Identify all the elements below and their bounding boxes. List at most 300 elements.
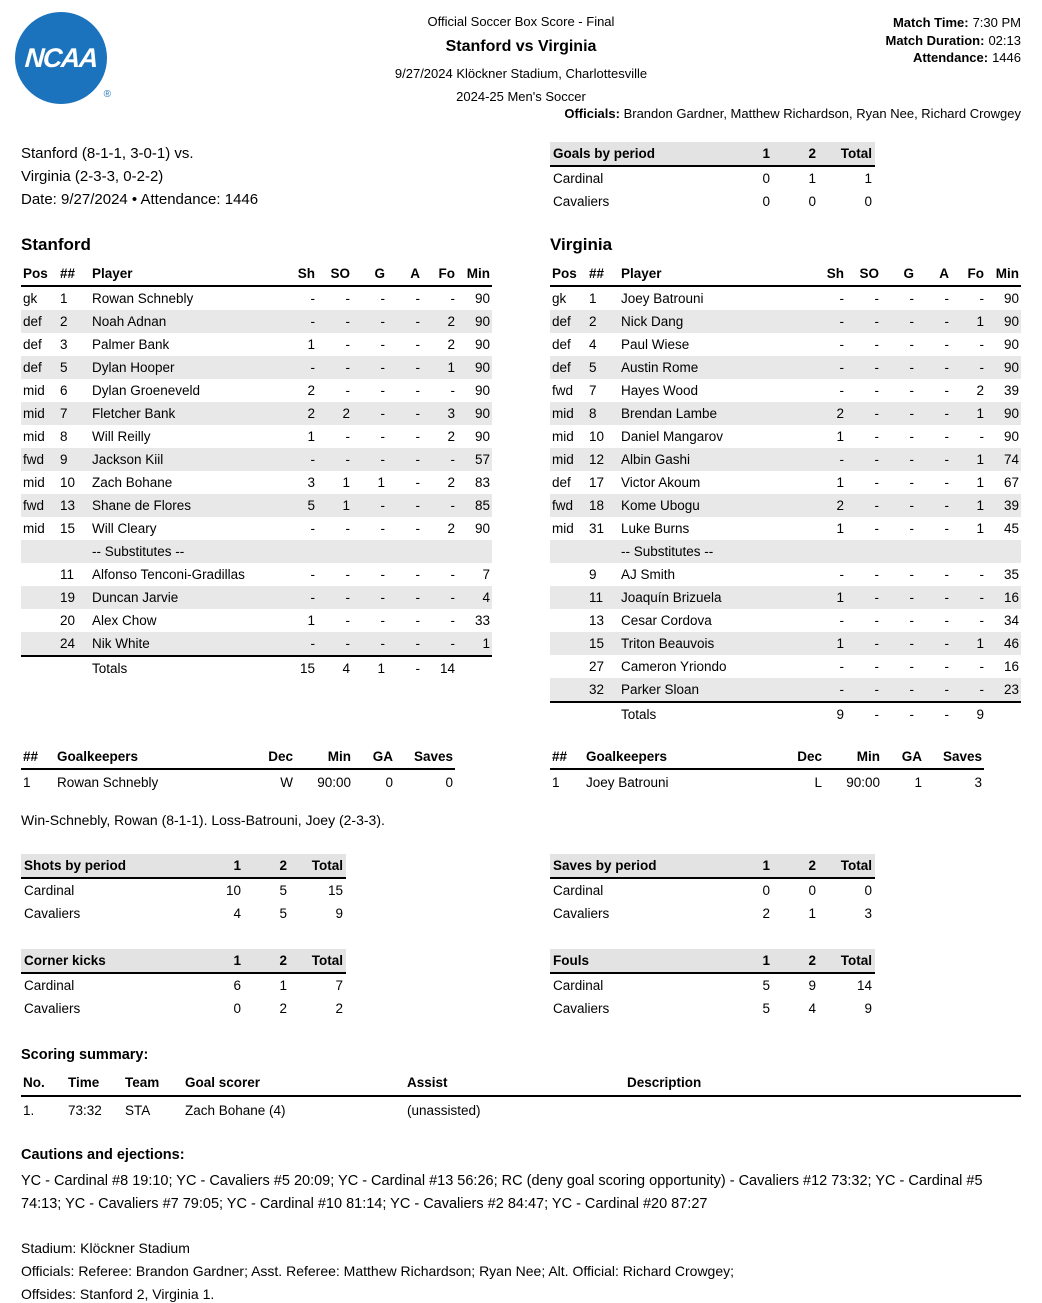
season-line: 2024-25 Men's Soccer xyxy=(456,89,586,104)
number-cell: 32 xyxy=(589,682,605,697)
description-cell xyxy=(625,1096,1021,1124)
table-row xyxy=(21,878,346,902)
minutes-cell: 34 xyxy=(1003,613,1019,628)
period-2-cell: 0 xyxy=(808,883,816,898)
header-center xyxy=(21,14,1021,104)
minutes-cell: 90 xyxy=(1003,406,1019,421)
goal-scorer-header: Goal scorer xyxy=(183,1070,405,1096)
pos-cell: mid xyxy=(23,406,45,421)
number-cell: 5 xyxy=(589,360,597,375)
assists-cell: - xyxy=(944,613,949,628)
goals-cell: - xyxy=(909,337,914,352)
table-title: Corner kicks xyxy=(21,949,200,973)
fouls-cell: - xyxy=(450,498,455,513)
assists-cell: - xyxy=(944,429,949,444)
assists-cell: - xyxy=(944,659,949,674)
fouls-cell: 2 xyxy=(447,475,455,490)
player-name-cell: Dylan Hooper xyxy=(92,360,175,375)
goals-cell xyxy=(881,540,916,563)
period-1-cell: 2 xyxy=(762,906,770,921)
table-row xyxy=(550,973,875,997)
player-row xyxy=(550,655,1021,678)
goals-cell: - xyxy=(380,429,385,444)
goals-cell: - xyxy=(380,636,385,651)
player-name-cell: Brendan Lambe xyxy=(621,406,718,421)
minutes-cell: 90 xyxy=(474,314,490,329)
minutes-cell: 45 xyxy=(1003,521,1019,536)
fouls-cell: 1 xyxy=(976,636,984,651)
fouls-cell: 3 xyxy=(447,406,455,421)
pos-cell xyxy=(21,632,58,656)
fouls-header: Fo xyxy=(951,262,986,286)
assists-cell: - xyxy=(415,498,420,513)
table-header-row xyxy=(550,142,875,166)
assists-cell: - xyxy=(415,452,420,467)
table-header-row xyxy=(21,262,492,286)
assists-cell: - xyxy=(415,475,420,490)
minutes-cell: 90:00 xyxy=(317,775,351,790)
player-row xyxy=(21,471,492,494)
number-cell: 3 xyxy=(60,337,68,352)
player-row xyxy=(21,494,492,517)
shots-on-goal-cell: - xyxy=(345,383,350,398)
period-1-header: 1 xyxy=(200,949,244,973)
minutes-header: Min xyxy=(986,262,1021,286)
minutes-header: Min xyxy=(457,262,492,286)
shots-cell: 9 xyxy=(811,702,846,726)
pos-cell: mid xyxy=(552,452,574,467)
minutes-cell: 4 xyxy=(482,590,490,605)
fouls-cell: 2 xyxy=(447,521,455,536)
minutes-cell: 39 xyxy=(1003,498,1019,513)
number-cell: 15 xyxy=(60,521,76,536)
player-row xyxy=(550,632,1021,655)
stanford-goalkeepers-table xyxy=(21,745,455,795)
number-cell: 20 xyxy=(60,613,76,628)
team-cell: Cardinal xyxy=(553,883,604,898)
scoring-summary-title: Scoring summary: xyxy=(21,1047,149,1063)
minutes-cell: 74 xyxy=(1003,452,1019,467)
number-cell: 1 xyxy=(552,775,560,790)
shots-cell: - xyxy=(839,337,844,352)
total-cell: 0 xyxy=(864,883,872,898)
officials-names: Brandon Gardner, Matthew Richardson, Ryan Nee, Richard Crowgey xyxy=(623,106,1021,121)
player-row xyxy=(550,356,1021,379)
shots-on-goal-cell: - xyxy=(345,360,350,375)
shots-cell: - xyxy=(310,590,315,605)
player-header: Player xyxy=(90,262,282,286)
period-2-header: 2 xyxy=(244,949,290,973)
pos-header: Pos xyxy=(550,262,587,286)
pos-cell: def xyxy=(552,475,571,490)
match-info-block xyxy=(21,142,492,235)
fouls-cell xyxy=(951,540,986,563)
number-cell: 5 xyxy=(60,360,68,375)
scoring-summary-section xyxy=(21,1047,1021,1124)
pos-header: Pos xyxy=(21,262,58,286)
total-header: Total xyxy=(819,142,875,166)
minutes-cell: 23 xyxy=(1003,682,1019,697)
total-cell: 7 xyxy=(335,978,343,993)
total-cell: 1 xyxy=(864,171,872,186)
corner-kicks-table xyxy=(21,949,346,1020)
player-name-cell: Alfonso Tenconi-Gradillas xyxy=(92,567,245,582)
player-row xyxy=(550,563,1021,586)
player-name-cell: Joey Batrouni xyxy=(621,291,704,306)
cautions-title: Cautions and ejections: xyxy=(21,1147,185,1163)
shots-on-goal-cell: - xyxy=(874,636,879,651)
number-cell: 27 xyxy=(589,659,605,674)
shots-on-goal-cell: - xyxy=(345,613,350,628)
team-cell: Cardinal xyxy=(24,978,75,993)
fouls-cell: - xyxy=(450,613,455,628)
period-2-header: 2 xyxy=(773,142,819,166)
shots-cell: - xyxy=(839,682,844,697)
goals-cell: - xyxy=(380,337,385,352)
shots-on-goal-header: SO xyxy=(317,262,352,286)
table-title: Saves by period xyxy=(550,854,729,878)
team-cell: Cardinal xyxy=(553,171,604,186)
number-cell: 2 xyxy=(60,314,68,329)
fouls-table xyxy=(550,949,875,1020)
shots-cell: 1 xyxy=(836,521,844,536)
fouls-cell: - xyxy=(450,452,455,467)
total-cell: 9 xyxy=(335,906,343,921)
player-name-cell: Nik White xyxy=(92,636,150,651)
shots-on-goal-cell: - xyxy=(874,360,879,375)
period-2-header: 2 xyxy=(773,854,819,878)
goals-cell: - xyxy=(909,429,914,444)
decision-cell: W xyxy=(280,775,293,790)
number-cell xyxy=(587,702,619,726)
virginia-heading: Virginia xyxy=(550,235,613,254)
shots-cell: - xyxy=(310,360,315,375)
shots-on-goal-cell: - xyxy=(874,659,879,674)
goals-against-cell: 1 xyxy=(914,775,922,790)
shots-cell: - xyxy=(310,521,315,536)
pos-cell xyxy=(550,678,587,702)
period-2-cell: 9 xyxy=(808,978,816,993)
number-cell: 8 xyxy=(60,429,68,444)
no-cell: 1. xyxy=(23,1103,35,1118)
goals-cell: - xyxy=(909,521,914,536)
total-cell: 9 xyxy=(864,1001,872,1016)
shots-cell: - xyxy=(310,314,315,329)
goals-cell: - xyxy=(909,613,914,628)
goals-cell: - xyxy=(909,659,914,674)
shots-cell: 1 xyxy=(836,429,844,444)
goalkeeper-row xyxy=(550,769,984,795)
officials-label: Officials: xyxy=(564,106,620,121)
assists-cell: - xyxy=(415,590,420,605)
table-header-row xyxy=(21,1070,1021,1096)
assists-cell: - xyxy=(944,590,949,605)
player-row xyxy=(550,678,1021,702)
shots-cell: 2 xyxy=(307,406,315,421)
assists-cell: - xyxy=(944,636,949,651)
decision-header: Dec xyxy=(766,745,824,769)
fouls-cell: 9 xyxy=(951,702,986,726)
period-2-header: 2 xyxy=(244,854,290,878)
fouls-cell xyxy=(422,540,457,563)
goals-cell: - xyxy=(909,567,914,582)
shots-cell xyxy=(282,540,317,563)
shots-on-goal-header: SO xyxy=(846,262,881,286)
shots-cell: - xyxy=(839,567,844,582)
match-duration xyxy=(886,32,1022,50)
period-2-cell: 5 xyxy=(279,906,287,921)
minutes-header: Min xyxy=(295,745,353,769)
shots-on-goal-cell: - xyxy=(345,590,350,605)
shots-on-goal-cell: 1 xyxy=(342,498,350,513)
player-row xyxy=(550,471,1021,494)
minutes-cell xyxy=(986,540,1021,563)
shots-on-goal-cell xyxy=(317,540,352,563)
saves-by-period-table xyxy=(550,854,875,925)
shots-on-goal-cell: - xyxy=(345,521,350,536)
player-row xyxy=(21,563,492,586)
player-row xyxy=(21,656,492,680)
attendance-label: Attendance: xyxy=(912,50,989,65)
number-cell: 10 xyxy=(589,429,605,444)
goals-cell: - xyxy=(380,613,385,628)
pos-cell xyxy=(550,609,587,632)
offsides-line: Offsides: Stanford 2, Virginia 1. xyxy=(21,1286,215,1302)
pos-cell xyxy=(550,563,587,586)
team-cell: Cavaliers xyxy=(553,906,610,921)
assists-cell: - xyxy=(944,291,949,306)
number-cell xyxy=(587,540,619,563)
period-2-cell: 0 xyxy=(808,194,816,209)
goals-cell xyxy=(352,540,387,563)
goalkeeper-name-cell: Joey Batrouni xyxy=(586,775,669,790)
player-row xyxy=(21,517,492,540)
period-2-cell: 1 xyxy=(279,978,287,993)
goalkeepers-header: Goalkeepers xyxy=(55,745,237,769)
assists-cell: - xyxy=(415,613,420,628)
pos-cell xyxy=(21,656,58,680)
shots-cell: 1 xyxy=(836,590,844,605)
player-name-cell: Jackson Kiil xyxy=(92,452,164,467)
player-row xyxy=(550,586,1021,609)
assists-cell: - xyxy=(415,291,420,306)
assists-header: A xyxy=(387,262,422,286)
pos-cell xyxy=(550,540,587,563)
number-cell: 19 xyxy=(60,590,76,605)
player-name-cell: Duncan Jarvie xyxy=(92,590,179,605)
pos-cell: fwd xyxy=(23,452,45,467)
assists-cell: - xyxy=(944,498,949,513)
player-row xyxy=(21,333,492,356)
assists-cell xyxy=(387,540,422,563)
shots-cell: 3 xyxy=(307,475,315,490)
period-1-cell: 0 xyxy=(233,1001,241,1016)
saves-header: Saves xyxy=(924,745,984,769)
fouls-cell: 1 xyxy=(976,452,984,467)
assists-cell: - xyxy=(415,337,420,352)
scoring-summary-table xyxy=(21,1070,1021,1124)
shots-cell: - xyxy=(839,452,844,467)
minutes-cell: 90 xyxy=(474,337,490,352)
fouls-cell: 14 xyxy=(422,656,457,680)
shots-on-goal-cell: - xyxy=(846,702,881,726)
team-cell: Cardinal xyxy=(24,883,75,898)
period-2-cell: 5 xyxy=(279,883,287,898)
pos-cell: def xyxy=(552,337,571,352)
team-record-away: Virginia (2-3-3, 0-2-2) xyxy=(21,168,164,185)
goals-cell: - xyxy=(909,314,914,329)
report-title: Official Soccer Box Score - Final xyxy=(427,14,615,29)
page-header xyxy=(21,10,1021,128)
goals-against-header: GA xyxy=(353,745,395,769)
shots-cell: - xyxy=(839,613,844,628)
pos-cell: def xyxy=(552,314,571,329)
number-cell: 8 xyxy=(589,406,597,421)
win-loss-line: Win-Schnebly, Rowan (8-1-1). Loss-Batrouni, Joey (2-3-3). xyxy=(21,812,385,828)
total-header: Total xyxy=(819,949,875,973)
player-row xyxy=(550,494,1021,517)
number-cell: 6 xyxy=(60,383,68,398)
minutes-cell: 46 xyxy=(1003,636,1019,651)
fouls-cell: - xyxy=(450,636,455,651)
fouls-cell: 1 xyxy=(447,360,455,375)
assists-cell: - xyxy=(415,429,420,444)
pos-cell: gk xyxy=(23,291,38,306)
ncaa-logo-text: NCAA xyxy=(23,42,99,73)
player-name-cell: Zach Bohane xyxy=(92,475,173,490)
shots-on-goal-cell: - xyxy=(345,314,350,329)
shots-on-goal-cell: - xyxy=(345,291,350,306)
minutes-cell: 90 xyxy=(474,291,490,306)
shots-on-goal-cell: - xyxy=(345,567,350,582)
number-cell: 1 xyxy=(23,775,31,790)
goalkeeper-row xyxy=(21,769,455,795)
goals-cell: - xyxy=(909,498,914,513)
player-name-cell: Austin Rome xyxy=(621,360,699,375)
minutes-cell: 16 xyxy=(1003,590,1019,605)
fouls-header: Fo xyxy=(422,262,457,286)
number-cell: 2 xyxy=(589,314,597,329)
assist-cell: (unassisted) xyxy=(407,1103,481,1118)
minutes-cell: 85 xyxy=(474,498,490,513)
shots-cell: 2 xyxy=(307,383,315,398)
player-row xyxy=(21,425,492,448)
pos-cell: mid xyxy=(552,521,574,536)
pos-cell: def xyxy=(23,314,42,329)
table-row xyxy=(550,997,875,1020)
assists-cell: - xyxy=(415,406,420,421)
goalkeepers-header: Goalkeepers xyxy=(584,745,766,769)
time-header: Time xyxy=(66,1070,123,1096)
footer-block xyxy=(21,1237,1021,1303)
table-row xyxy=(550,902,875,925)
player-row xyxy=(550,333,1021,356)
assists-cell xyxy=(916,540,951,563)
player-row xyxy=(21,586,492,609)
match-time-value: 7:30 PM xyxy=(972,15,1021,30)
goals-cell: - xyxy=(909,360,914,375)
minutes-cell: 90 xyxy=(1003,429,1019,444)
minutes-cell: 90 xyxy=(474,406,490,421)
shots-cell: - xyxy=(310,452,315,467)
period-2-header: 2 xyxy=(773,949,819,973)
shots-cell: 1 xyxy=(307,613,315,628)
fouls-cell: - xyxy=(979,429,984,444)
player-name-cell: Cameron Yriondo xyxy=(621,659,727,674)
number-cell: 18 xyxy=(589,498,605,513)
team-record-home: Stanford (8-1-1, 3-0-1) vs. xyxy=(21,145,194,162)
player-name-cell: Dylan Groeneveld xyxy=(92,383,201,398)
player-name-cell: Will Reilly xyxy=(92,429,151,444)
goal-row xyxy=(21,1096,1021,1124)
pos-cell xyxy=(550,702,587,726)
pos-cell xyxy=(21,563,58,586)
goals-cell: 1 xyxy=(377,475,385,490)
player-name-cell: Totals xyxy=(619,702,811,726)
period-2-cell: 2 xyxy=(279,1001,287,1016)
shots-cell: 2 xyxy=(836,406,844,421)
total-cell: 15 xyxy=(327,883,343,898)
time-cell: 73:32 xyxy=(68,1103,102,1118)
number-cell: 11 xyxy=(589,590,604,605)
shots-cell: - xyxy=(839,291,844,306)
table-row xyxy=(550,878,875,902)
table-header-row xyxy=(21,745,455,769)
player-name-cell: Noah Adnan xyxy=(92,314,167,329)
total-cell: 0 xyxy=(864,194,872,209)
shots-on-goal-cell: - xyxy=(874,590,879,605)
player-row xyxy=(21,609,492,632)
fouls-cell: 1 xyxy=(976,475,984,490)
player-row xyxy=(21,632,492,656)
table-header-row xyxy=(21,854,346,878)
decision-header: Dec xyxy=(237,745,295,769)
minutes-cell: 90 xyxy=(474,383,490,398)
goals-cell: - xyxy=(380,567,385,582)
total-header: Total xyxy=(290,949,346,973)
shots-cell: 2 xyxy=(836,498,844,513)
shots-cell: - xyxy=(839,314,844,329)
player-name-cell: Victor Akoum xyxy=(621,475,701,490)
table-title: Fouls xyxy=(550,949,729,973)
number-header: ## xyxy=(550,745,584,769)
minutes-cell: 57 xyxy=(474,452,490,467)
team-cell: Cavaliers xyxy=(553,1001,610,1016)
fouls-cell: - xyxy=(979,337,984,352)
goals-cell: - xyxy=(909,291,914,306)
shots-on-goal-cell: - xyxy=(874,383,879,398)
assists-cell: - xyxy=(944,567,949,582)
goals-cell: - xyxy=(909,406,914,421)
shots-on-goal-cell: - xyxy=(874,475,879,490)
pos-cell xyxy=(21,609,58,632)
period-1-cell: 5 xyxy=(762,978,770,993)
player-row xyxy=(550,379,1021,402)
shots-on-goal-cell: - xyxy=(874,291,879,306)
period-1-cell: 10 xyxy=(225,883,241,898)
total-cell: 3 xyxy=(864,906,872,921)
assists-cell: - xyxy=(944,682,949,697)
fouls-cell: 2 xyxy=(976,383,984,398)
minutes-cell: 35 xyxy=(1003,567,1019,582)
shots-on-goal-cell: - xyxy=(874,567,879,582)
footer-officials-line: Officials: Referee: Brandon Gardner; Asst. Referee: Matthew Richardson; Ryan Nee; Alt. Official: Richard Crowgey; xyxy=(21,1263,735,1279)
fouls-cell: 1 xyxy=(976,521,984,536)
team-header: Team xyxy=(123,1070,183,1096)
fouls-cell: - xyxy=(979,682,984,697)
player-name-cell: Totals xyxy=(90,656,282,680)
goals-against-cell: 0 xyxy=(385,775,393,790)
